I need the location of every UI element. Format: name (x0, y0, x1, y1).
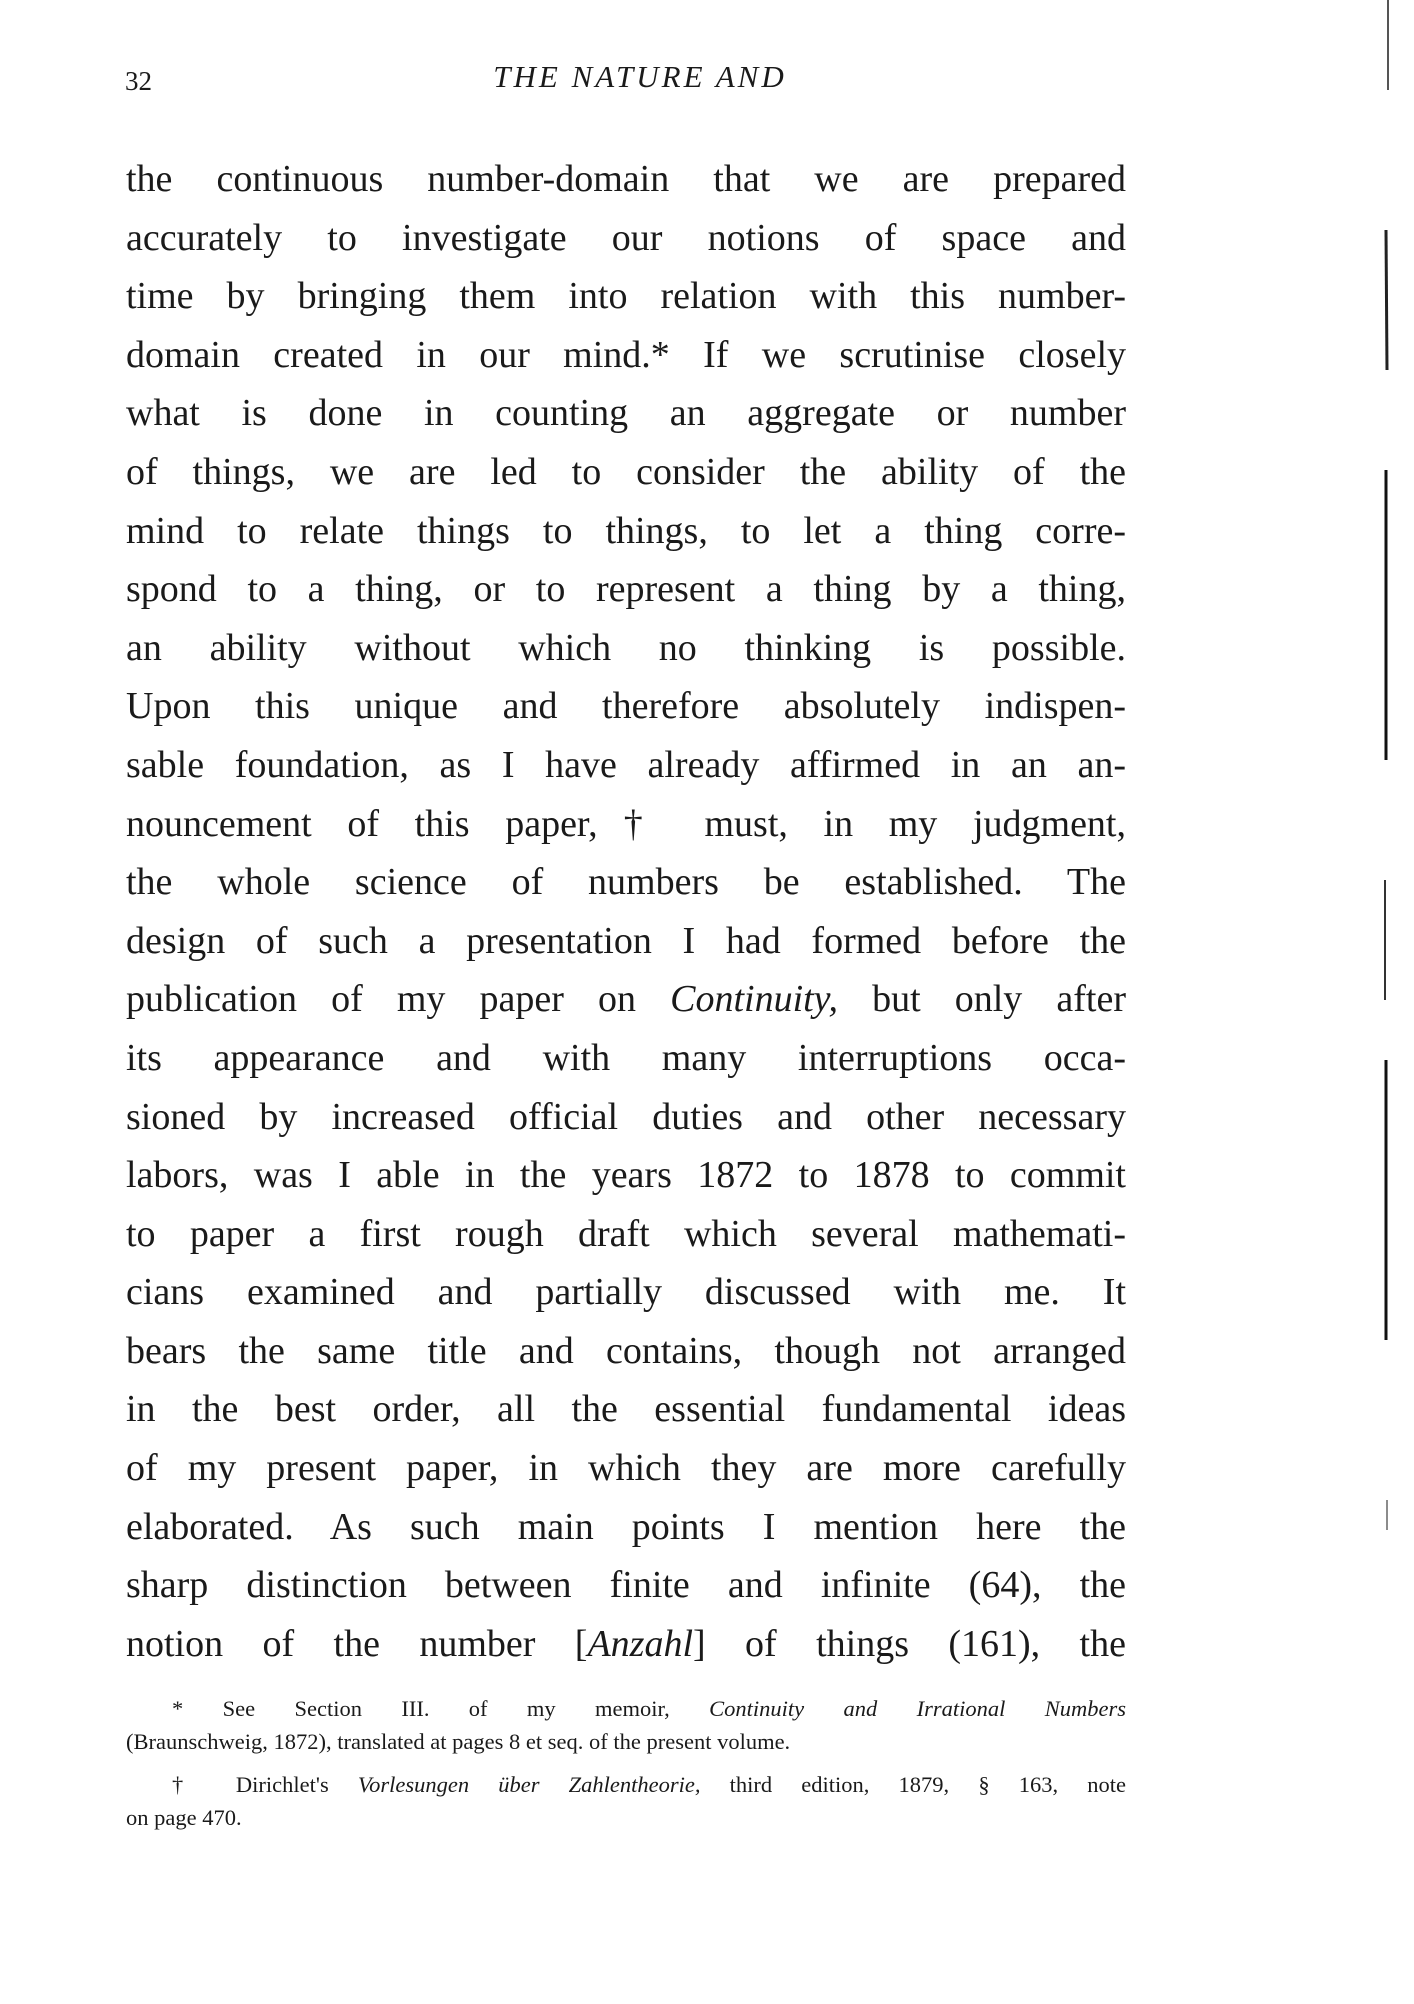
footnotes (126, 1692, 1126, 1834)
footnote-line (126, 1768, 1126, 1801)
italic-term: Continuity and Irrational Numbers (709, 1696, 1126, 1721)
text-line: accurately to investigate our notions of space and (126, 216, 1126, 259)
text-line: mind to relate things to things, to let a thing corre- (126, 509, 1126, 552)
text-line: time by bringing them into relation with this number- (126, 275, 1126, 318)
page-edge-shadow (1374, 0, 1414, 2004)
text-line (126, 970, 1126, 1029)
running-head: THE NATURE AND (493, 59, 787, 94)
footnote-line: on page 470. (126, 1805, 242, 1830)
italic-term: Vorlesungen über Zahlentheorie, (357, 1772, 701, 1797)
italic-term: Anzahl (587, 1622, 694, 1665)
text-line: the whole science of numbers be established. The (126, 861, 1126, 904)
text-line: elaborated. As such main points I mention here the (126, 1505, 1126, 1548)
text-line: the continuous number-domain that we are prepared (126, 158, 1126, 200)
footnote-line (126, 1692, 1126, 1725)
text-line: Upon this unique and therefore absolutely indispen- (126, 685, 1126, 728)
italic-term: Continuity, (670, 978, 838, 1021)
footnote (126, 1768, 1126, 1834)
text-line: spond to a thing, or to represent a thing by a thing, (126, 568, 1126, 611)
line-segment: † Dirichlet's (172, 1772, 358, 1797)
line-segment: ] of things (161), the (693, 1622, 1126, 1665)
line-segment: * See Section III. of my memoir, (172, 1696, 710, 1721)
text-line: cians examined and partially discussed with me. It (126, 1271, 1126, 1314)
text-line: sable foundation, as I have already affirmed in an an- (126, 743, 1126, 786)
text-line: in the best order, all the essential fundamental ideas (126, 1388, 1126, 1431)
text-line: nouncement of this paper,† must, in my judgment, (126, 802, 1126, 845)
footnote-line: (Braunschweig, 1872), translated at pages 8 et seq. of the present volume. (126, 1729, 791, 1754)
text-line: sioned by increased official duties and other necessary (126, 1095, 1126, 1138)
text-line: of things, we are led to consider the ability of the (126, 450, 1126, 493)
text-line: an ability without which no thinking is possible. (126, 626, 1126, 669)
text-line (126, 1615, 1126, 1674)
text-line: design of such a presentation I had formed before the (126, 919, 1126, 962)
text-line: bears the same title and contains, though not arranged (126, 1329, 1126, 1372)
text-line: domain created in our mind.* If we scrutinise closely (126, 333, 1126, 376)
line-segment: notion of the number [ (126, 1622, 588, 1665)
footnote (126, 1692, 1126, 1758)
text-line: labors, was I able in the years 1872 to 1878 to commit (126, 1154, 1126, 1197)
line-segment: third edition, 1879, § 163, note (700, 1772, 1126, 1797)
body-text (126, 150, 1126, 1673)
text-line: sharp distinction between finite and infinite (64), the (126, 1564, 1126, 1607)
text-line: its appearance and with many interruptions occa- (126, 1036, 1126, 1079)
line-segment: publication of my paper on (126, 978, 671, 1021)
line-segment: but only after (837, 978, 1127, 1021)
text-line: of my present paper, in which they are more carefully (126, 1447, 1126, 1490)
text-line: to paper a first rough draft which several mathemati- (126, 1212, 1126, 1255)
text-line: what is done in counting an aggregate or number (126, 392, 1126, 435)
page-number: 32 (125, 66, 152, 96)
